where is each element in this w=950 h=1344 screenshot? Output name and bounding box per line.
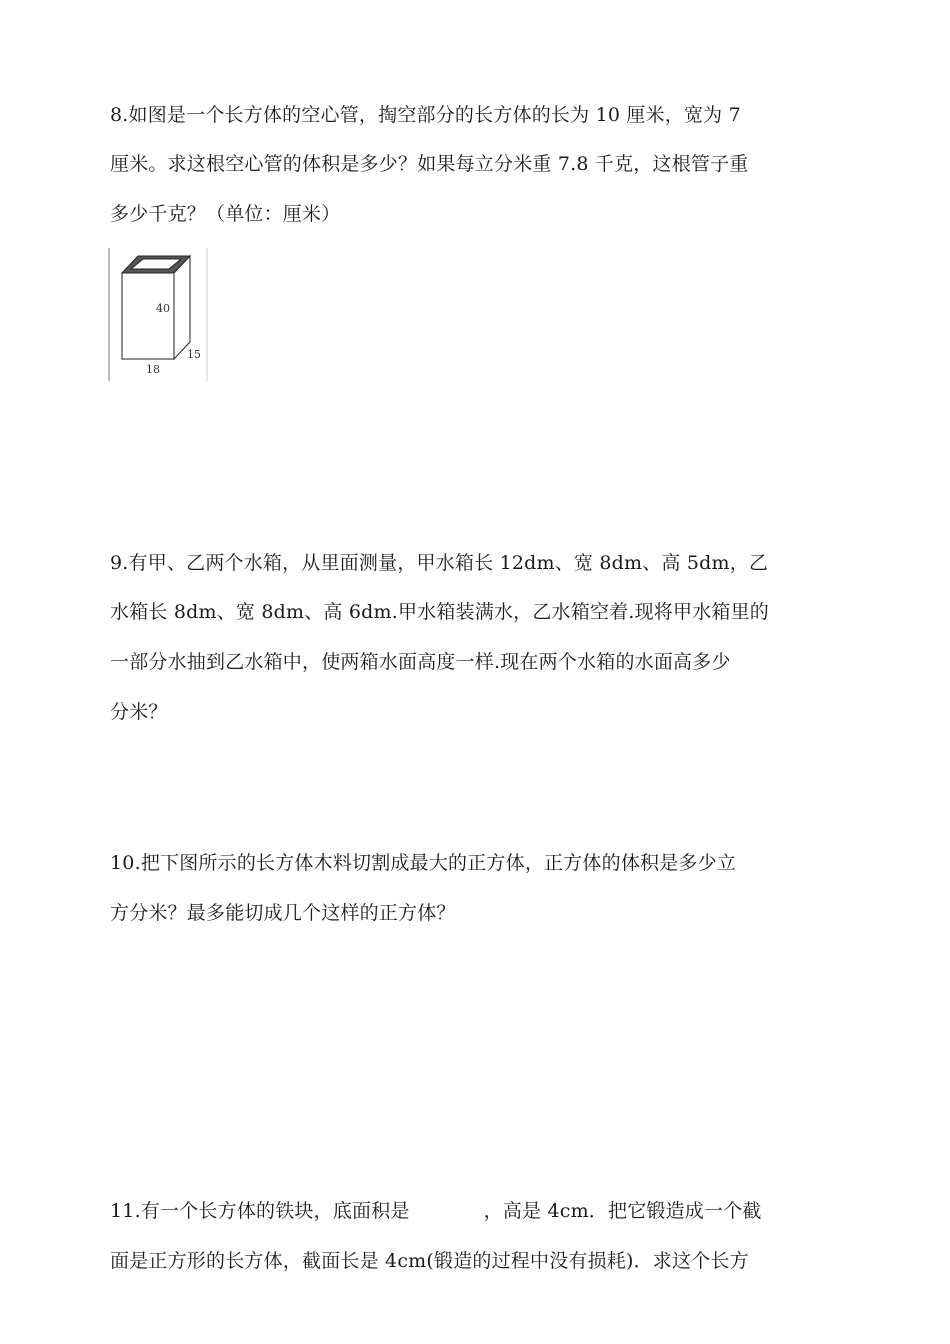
q8-line-3: 多少千克？（单位：厘米） — [110, 203, 341, 225]
q9-line-3: 一部分水抽到乙水箱中，使两箱水面高度一样.现在两个水箱的水面高多少 — [110, 651, 731, 673]
width-label: 15 — [187, 348, 201, 361]
q11-line-1 — [110, 1196, 762, 1223]
q8-line-1: 8.如图是一个长方体的空心管，掏空部分的长方体的长为 10 厘米，宽为 7 — [110, 104, 741, 126]
q10-line-1: 10.把下图所示的长方体木料切割成最大的正方体，正方体的体积是多少立 — [110, 852, 737, 874]
q11-line-1-start: 11.有一个长方体的铁块，底面积是 — [110, 1200, 410, 1222]
q8-line-2: 厘米。求这根空心管的体积是多少？如果每立分米重 7.8 千克，这根管子重 — [110, 153, 749, 175]
hollow-tube-figure — [108, 248, 208, 381]
length-label: 18 — [146, 363, 160, 376]
q11-line-1-end: ，高是 4cm．把它锻造成一个截 — [483, 1200, 762, 1222]
q10-line-2: 方分米？最多能切成几个这样的正方体？ — [110, 902, 456, 924]
height-label: 40 — [156, 302, 170, 315]
q9-line-1: 9.有甲、乙两个水箱，从里面测量，甲水箱长 12dm、宽 8dm、高 5dm，乙 — [110, 552, 769, 574]
q11-line-2: 面是正方形的长方体，截面长是 4cm(锻造的过程中没有损耗)．求这个长方 — [110, 1250, 749, 1272]
q9-line-4: 分米？ — [110, 701, 168, 723]
q9-line-2: 水箱长 8dm、宽 8dm、高 6dm.甲水箱装满水，乙水箱空着.现将甲水箱里的 — [110, 601, 770, 623]
